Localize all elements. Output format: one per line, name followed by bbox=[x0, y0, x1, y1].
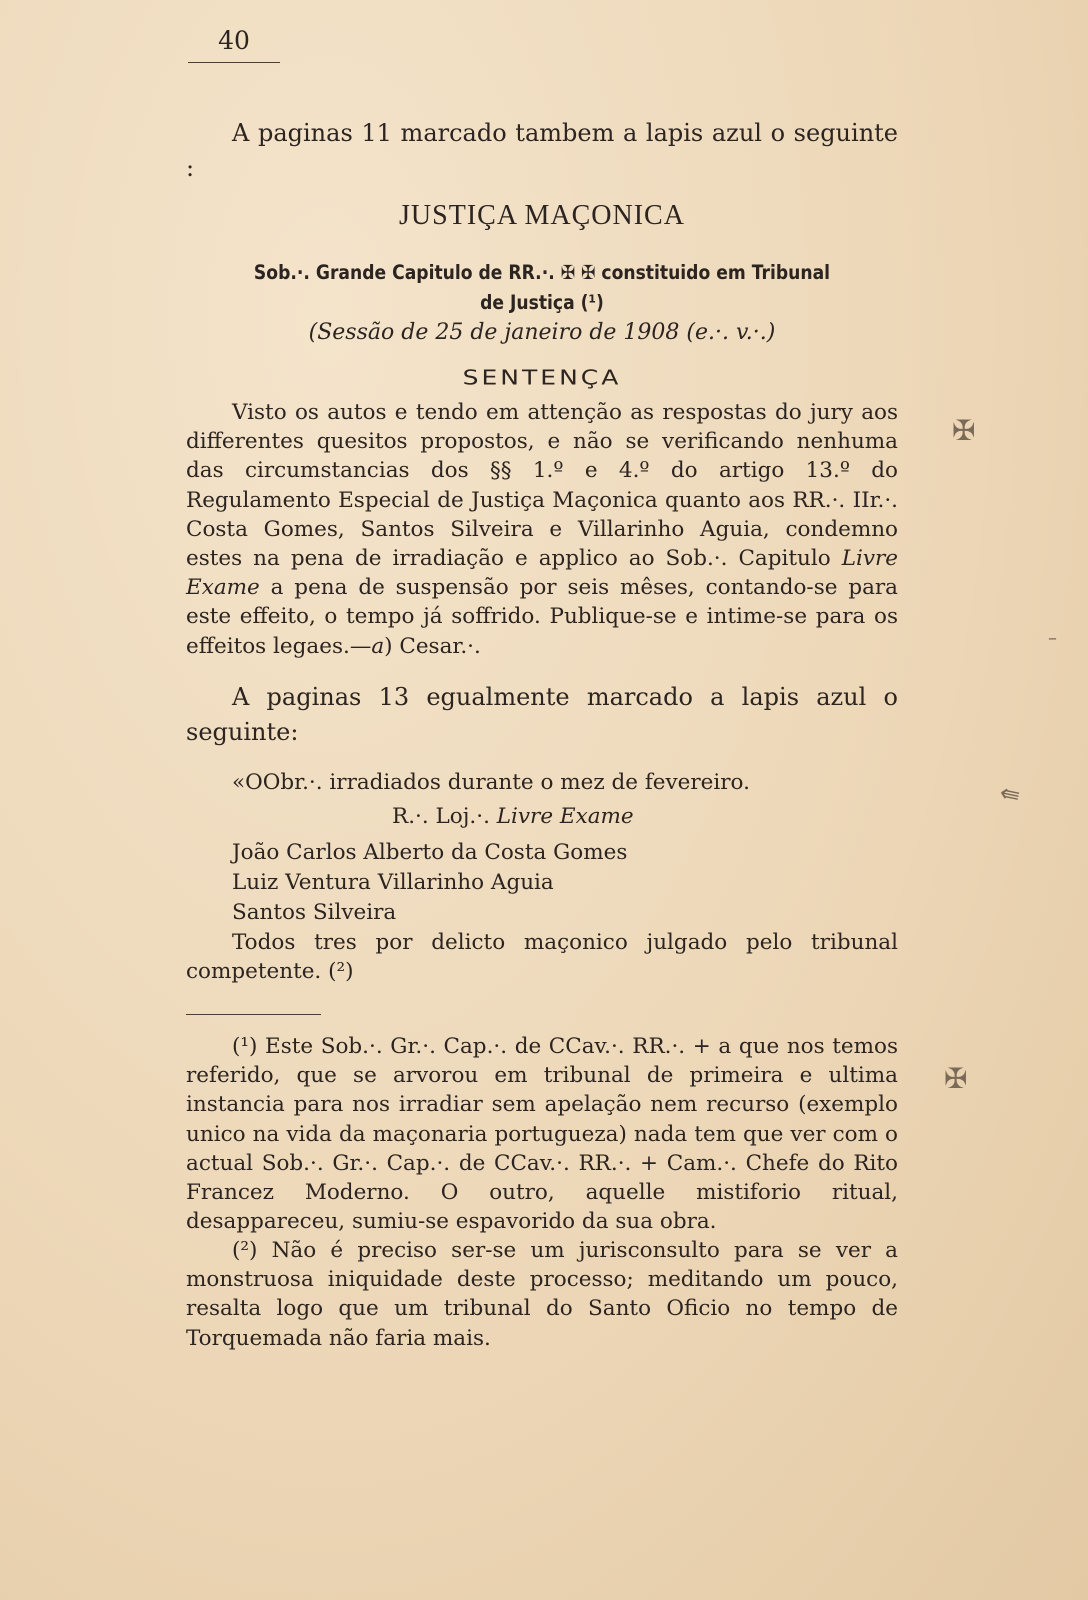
lodge-name-italic: Livre Exame bbox=[186, 546, 898, 601]
margin-cross-mark-1: ✠ bbox=[952, 414, 976, 447]
margin-arrow-mark: ⇚ bbox=[997, 778, 1023, 810]
session-date: (Sessão de 25 de janeiro de 1908 (e.·. v.·.) bbox=[308, 320, 776, 345]
margin-cross-mark-2: ✠ bbox=[944, 1062, 968, 1095]
lodge-prefix: R.·. Loj.·. bbox=[392, 804, 497, 829]
sentenca-text-a: Visto os autos e tendo em attenção as respostas do jury aos differentes quesitos propostos, e não se verificando nenhuma das circumstancias dos §§ 1.º e 4.º do artigo 13.º do Regulamento Especial de Justiça Maçonica quanto aos RR.·. IIr.·. Costa Gomes, Santos Silveira e Villarinho Aguia, condemno estes na pena de irradiação e applico ao Sob.·. Capitulo bbox=[186, 400, 898, 572]
sentenca-title: SENTENÇA bbox=[462, 366, 622, 390]
court-title bbox=[229, 258, 856, 318]
sentenca-paragraph bbox=[186, 398, 898, 661]
court-line-1: Sob.·. Grande Capitulo de RR.·. ✠ ✠ constituido em Tribunal bbox=[253, 261, 831, 284]
lodge-line bbox=[392, 802, 634, 831]
intro-paragraph: A paginas 11 marcado tambem a lapis azul o seguinte : bbox=[186, 119, 898, 182]
footnote-1: (¹) Este Sob.·. Gr.·. Cap.·. de CCav.·. RR.·. + a que nos temos referido, que se arvorou em tribunal de primeira e ultima instancia para nos irradiar sem apelação nem recurso (exemplo unico na vida da maçonaria portugueza) nada tem que ver com o actual Sob.·. Gr.·. Cap.·. de CCav.·. RR.·. + Cam.·. Chefe do Rito Francez Moderno. O outro, aquelle mistiforio ritual, desappareceu, sumiu-se espavorido da sua obra. bbox=[186, 1034, 898, 1235]
page-number-rule bbox=[188, 62, 280, 63]
footnote-2: (²) Não é preciso ser-se um jurisconsulto para se ver a monstruosa iniquidade deste processo; meditando um pouco, resalta logo que um tribunal do Santo Oficio no tempo de Torquemada não faria mais. bbox=[186, 1238, 898, 1351]
second-intro-paragraph: A paginas 13 egualmente marcado a lapis azul o seguinte: bbox=[186, 683, 898, 746]
name-2: Luiz Ventura Villarinho Aguia bbox=[232, 870, 554, 895]
sentenca-text-e: ) Cesar.·. bbox=[384, 633, 481, 659]
lodge-name: Livre Exame bbox=[496, 804, 634, 829]
margin-dash-mark: – bbox=[1048, 628, 1057, 649]
section-heading: JUSTIÇA MAÇONICA bbox=[399, 200, 685, 231]
footnote-rule bbox=[186, 1014, 321, 1015]
page-number: 40 bbox=[218, 26, 250, 55]
name-1: João Carlos Alberto da Costa Gomes bbox=[232, 840, 628, 865]
name-3: Santos Silveira bbox=[232, 900, 397, 925]
list-intro: «OObr.·. irradiados durante o mez de fevereiro. bbox=[232, 770, 750, 795]
sentenca-text-c: a pena de suspensão por seis mêses, contando-se para este effeito, o tempo já soffrido. Publique-se e intime-se para os effeitos legaes.— bbox=[186, 575, 898, 659]
signature-letter: a bbox=[371, 633, 385, 659]
court-line-2: de Justiça (¹) bbox=[480, 291, 604, 314]
closing-paragraph: Todos tres por delicto maçonico julgado pelo tribunal competente. (²) bbox=[186, 930, 898, 985]
